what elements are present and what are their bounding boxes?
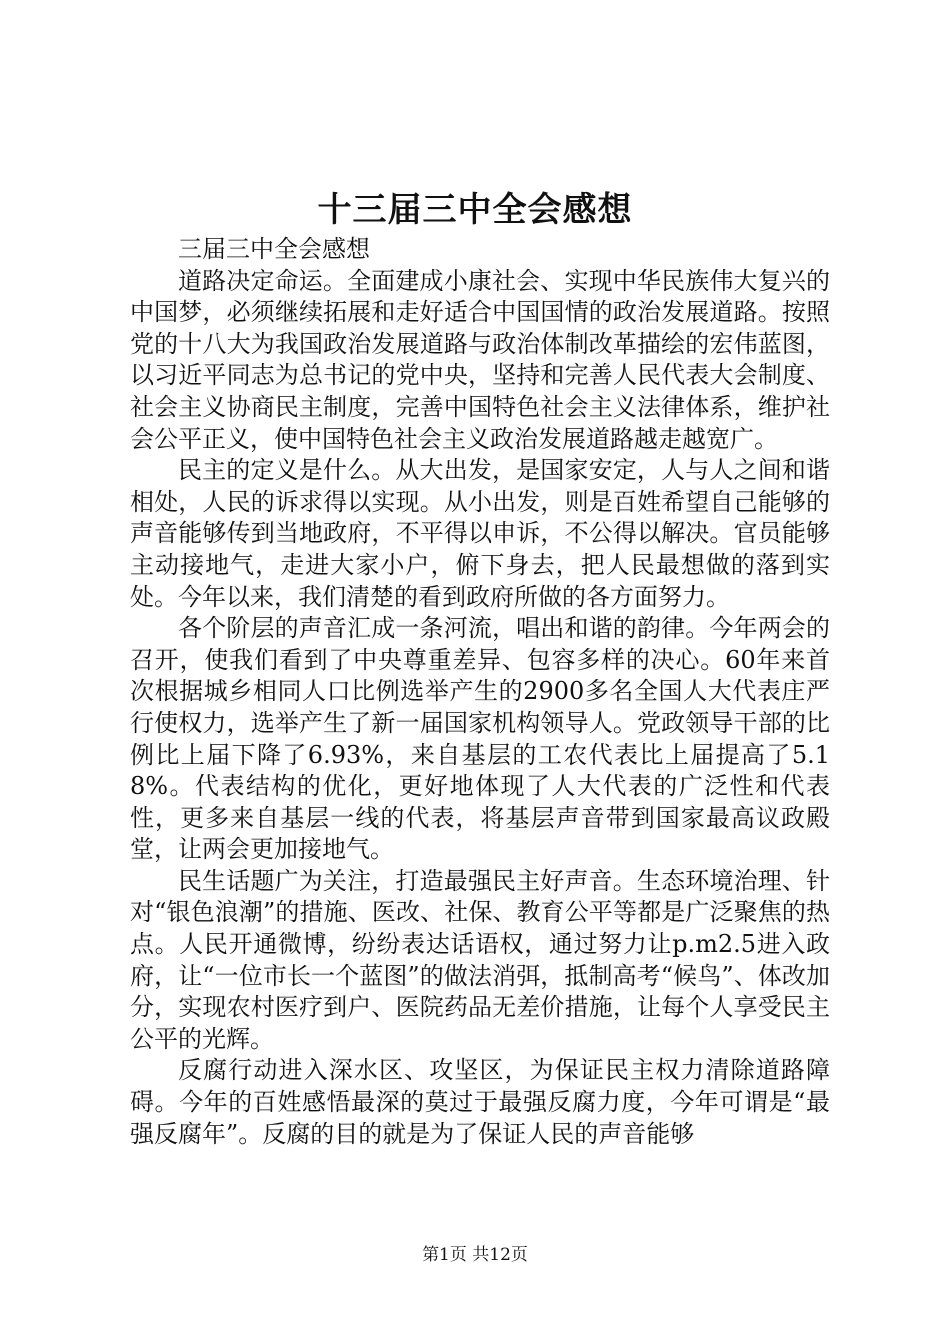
page-number-footer: 第1页 共12页 xyxy=(422,1245,528,1265)
paragraph-1: 道路决定命运。全面建成小康社会、实现中华民族伟大复兴的中国梦，必须继续拓展和走好适合中国国情的政治发展道路。按照党的十八大为我国政治发展道路与政治体制改革描绘的宏伟蓝图，以习近平同志为总书记的党中央，坚持和完善人民代表大会制度、社会主义协商民主制度，完善中国特色社会主义法律体系，维护社会公平正义，使中国特色社会主义政治发展道路越走越宽广。 xyxy=(130,266,830,453)
document-body xyxy=(130,234,830,1150)
paragraph-5: 反腐行动进入深水区、攻坚区，为保证民主权力清除道路障碍。今年的百姓感悟最深的莫过于最强反腐力度，今年可谓是“最强反腐年”。反腐的目的就是为了保证人民的声音能够 xyxy=(130,1056,830,1148)
paragraph-3: 各个阶层的声音汇成一条河流，唱出和谐的韵律。今年两会的召开，使我们看到了中央尊重差异、包容多样的决心。60年来首次根据城乡相同人口比例选举产生的2900多名全国人大代表庄严行使权力，选举产生了新一届国家机构领导人。党政领导干部的比例比上届下降了6.93%，来自基层的工农代表比上届提高了5.18%。代表结构的优化，更好地体现了人大代表的广泛性和代表性，更多来自基层一线的代表，将基层声音带到国家最高议政殿堂，让两会更加接地气。 xyxy=(130,614,830,864)
document-title: 十三届三中全会感想 xyxy=(317,190,633,230)
subtitle-line: 三届三中全会感想 xyxy=(178,235,370,263)
paragraph-4: 民生话题广为关注，打造最强民主好声音。生态环境治理、针对“银色浪潮”的措施、医改、社保、教育公平等都是广泛聚焦的热点。人民开通微博，纷纷表达话语权，通过努力让p.m2.5进入政府，让“一位市长一个蓝图”的做法消弭，抵制高考“候鸟”、体改加分，实现农村医疗到户、医院药品无差价措施，让每个人享受民主公平的光辉。 xyxy=(130,866,830,1053)
paragraph-2: 民主的定义是什么。从大出发，是国家安定，人与人之间和谐相处，人民的诉求得以实现。从小出发，则是百姓希望自己能够的声音能够传到当地政府，不平得以申诉，不公得以解决。官员能够主动接地气，走进大家小户，俯下身去，把人民最想做的落到实处。今年以来，我们清楚的看到政府所做的各方面努力。 xyxy=(130,456,830,611)
